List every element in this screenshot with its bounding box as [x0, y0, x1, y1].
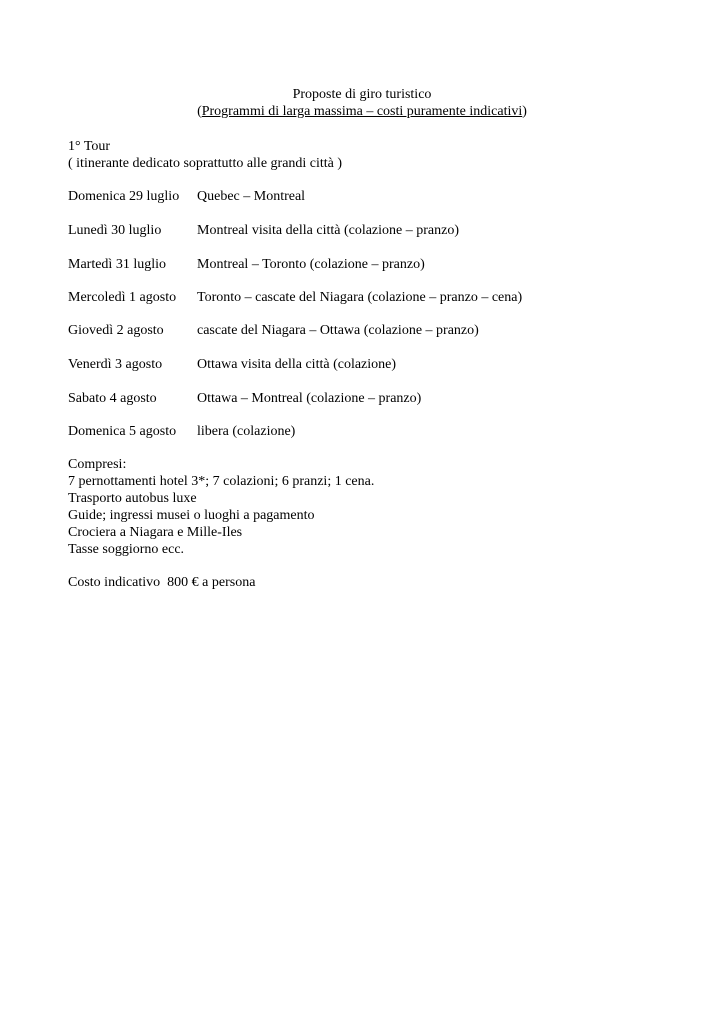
included-item: Guide; ingressi musei o luoghi a pagamento [68, 508, 315, 523]
subtitle-text: Programmi di larga massima – costi puramente indicativi [201, 104, 523, 119]
itinerary-day: Lunedì 30 luglio [68, 223, 162, 238]
itinerary-desc: Quebec – Montreal [197, 189, 306, 204]
itinerary-row [68, 289, 522, 306]
itinerary-day: Giovedì 2 agosto [68, 323, 164, 338]
included-item: Tasse soggiorno ecc. [68, 542, 185, 557]
itinerary-desc: cascate del Niagara – Ottawa (colazione – pranzo) [197, 323, 479, 338]
subtitle-close-paren: ) [522, 104, 527, 119]
itinerary-day: Domenica 5 agosto [68, 424, 177, 439]
included-heading: Compresi: [68, 457, 127, 472]
itinerary-day: Sabato 4 agosto [68, 391, 157, 406]
itinerary-row [68, 188, 305, 205]
itinerary-day: Venerdì 3 agosto [68, 357, 163, 372]
included-item: 7 pernottamenti hotel 3*; 7 colazioni; 6 pranzi; 1 cena. [68, 474, 375, 489]
itinerary-row [68, 356, 396, 373]
itinerary-desc: libera (colazione) [197, 424, 296, 439]
itinerary-day: Mercoledì 1 agosto [68, 290, 177, 305]
document-subtitle [0, 103, 724, 120]
document-title: Proposte di giro turistico [292, 87, 432, 102]
subtitle-open-paren: ( [197, 104, 202, 119]
itinerary-row [68, 390, 421, 407]
itinerary-desc: Ottawa – Montreal (colazione – pranzo) [197, 391, 422, 406]
itinerary-day: Martedì 31 luglio [68, 257, 166, 272]
cost-line: Costo indicativo 800 € a persona [68, 575, 256, 590]
itinerary-row [68, 423, 295, 440]
tour-note: ( itinerante dedicato soprattutto alle grandi città ) [68, 156, 343, 171]
itinerary-desc: Montreal visita della città (colazione – pranzo) [197, 223, 460, 238]
itinerary-day: Domenica 29 luglio [68, 189, 180, 204]
itinerary-desc: Montreal – Toronto (colazione – pranzo) [197, 257, 425, 272]
itinerary-row [68, 256, 425, 273]
tour-name: 1° Tour [68, 139, 111, 154]
included-item: Trasporto autobus luxe [68, 491, 197, 506]
itinerary-desc: Ottawa visita della città (colazione) [197, 357, 397, 372]
itinerary-row [68, 322, 479, 339]
included-item: Crociera a Niagara e Mille-Iles [68, 525, 243, 540]
itinerary-desc: Toronto – cascate del Niagara (colazione – pranzo – cena) [197, 290, 523, 305]
itinerary-row [68, 222, 459, 239]
